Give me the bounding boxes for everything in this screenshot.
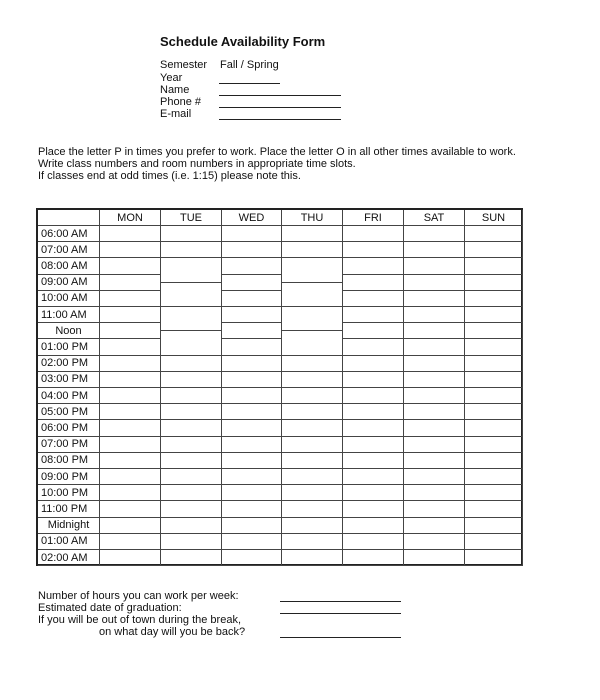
time-label: 10:00 AM: [38, 291, 100, 307]
slot-tue[interactable]: [161, 518, 222, 534]
time-label: 04:00 PM: [38, 388, 100, 404]
slot-fri[interactable]: [343, 307, 404, 323]
slot-sat[interactable]: [404, 372, 465, 388]
slot-thu[interactable]: [282, 469, 343, 485]
slot-tue[interactable]: [161, 534, 222, 550]
slot-mon[interactable]: [100, 339, 161, 355]
slot-sat[interactable]: [404, 307, 465, 323]
day-header-fri: FRI: [343, 210, 404, 226]
slot-sun[interactable]: [465, 307, 523, 323]
slot-tue[interactable]: [161, 283, 222, 307]
day-header-tue: TUE: [161, 210, 222, 226]
slot-sat[interactable]: [404, 404, 465, 420]
slot-sat[interactable]: [404, 453, 465, 469]
slot-wed[interactable]: [222, 356, 282, 372]
slot-thu[interactable]: [282, 534, 343, 550]
slot-sat[interactable]: [404, 388, 465, 404]
slot-fri[interactable]: [343, 485, 404, 501]
break-label-2: on what day will you be back?: [99, 626, 246, 638]
slot-mon[interactable]: [100, 323, 161, 339]
slot-sun[interactable]: [465, 226, 523, 242]
day-header-sun: SUN: [465, 210, 523, 226]
slot-fri[interactable]: [343, 226, 404, 242]
slot-thu[interactable]: [282, 453, 343, 469]
slot-sat[interactable]: [404, 258, 465, 274]
slot-tue[interactable]: [161, 550, 222, 566]
slot-sun[interactable]: [465, 339, 523, 355]
slot-mon[interactable]: [100, 485, 161, 501]
slot-fri[interactable]: [343, 420, 404, 436]
hours-field[interactable]: [280, 601, 401, 602]
slot-sat[interactable]: [404, 518, 465, 534]
slot-thu[interactable]: [282, 372, 343, 388]
slot-mon[interactable]: [100, 469, 161, 485]
slot-wed[interactable]: [222, 550, 282, 566]
slot-tue[interactable]: [161, 485, 222, 501]
slot-thu[interactable]: [282, 331, 343, 355]
slot-wed[interactable]: [222, 307, 282, 323]
slot-mon[interactable]: [100, 291, 161, 307]
slot-tue[interactable]: [161, 437, 222, 453]
time-label: 02:00 AM: [38, 550, 100, 566]
slot-sun[interactable]: [465, 323, 523, 339]
email-label: E-mail: [160, 108, 192, 120]
return-day-field[interactable]: [280, 637, 401, 638]
slot-thu[interactable]: [282, 283, 343, 307]
time-label: 08:00 PM: [38, 453, 100, 469]
day-header-mon: MON: [100, 210, 161, 226]
slot-mon[interactable]: [100, 404, 161, 420]
slot-mon[interactable]: [100, 518, 161, 534]
time-label: Midnight: [38, 518, 100, 534]
time-label: 06:00 PM: [38, 420, 100, 436]
slot-thu[interactable]: [282, 420, 343, 436]
slot-fri[interactable]: [343, 534, 404, 550]
slot-wed[interactable]: [222, 388, 282, 404]
slot-sun[interactable]: [465, 534, 523, 550]
slot-fri[interactable]: [343, 404, 404, 420]
slot-mon[interactable]: [100, 501, 161, 517]
email-field[interactable]: [219, 119, 341, 120]
slot-fri[interactable]: [343, 550, 404, 566]
name-label: Name: [160, 84, 190, 96]
year-field[interactable]: [219, 83, 280, 84]
slot-mon[interactable]: [100, 534, 161, 550]
slot-tue[interactable]: [161, 420, 222, 436]
slot-thu[interactable]: [282, 356, 343, 372]
slot-fri[interactable]: [343, 388, 404, 404]
time-label: 05:00 PM: [38, 404, 100, 420]
slot-sun[interactable]: [465, 485, 523, 501]
slot-wed[interactable]: [222, 404, 282, 420]
phone-label: Phone #: [160, 96, 201, 108]
slot-wed[interactable]: [222, 242, 282, 258]
slot-sat[interactable]: [404, 485, 465, 501]
slot-tue[interactable]: [161, 307, 222, 331]
slot-mon[interactable]: [100, 420, 161, 436]
slot-wed[interactable]: [222, 534, 282, 550]
slot-mon[interactable]: [100, 372, 161, 388]
slot-thu[interactable]: [282, 404, 343, 420]
slot-mon[interactable]: [100, 453, 161, 469]
slot-wed[interactable]: [222, 339, 282, 355]
slot-sun[interactable]: [465, 550, 523, 566]
slot-sat[interactable]: [404, 501, 465, 517]
slot-tue[interactable]: [161, 469, 222, 485]
slot-thu[interactable]: [282, 550, 343, 566]
slot-fri[interactable]: [343, 469, 404, 485]
slot-wed[interactable]: [222, 485, 282, 501]
slot-sun[interactable]: [465, 275, 523, 291]
time-label: 03:00 PM: [38, 372, 100, 388]
slot-wed[interactable]: [222, 420, 282, 436]
time-label: 11:00 PM: [38, 501, 100, 517]
slot-wed[interactable]: [222, 226, 282, 242]
slot-sun[interactable]: [465, 501, 523, 517]
slot-tue[interactable]: [161, 388, 222, 404]
slot-sun[interactable]: [465, 372, 523, 388]
time-label: 08:00 AM: [38, 258, 100, 274]
slot-sat[interactable]: [404, 242, 465, 258]
slot-mon[interactable]: [100, 550, 161, 566]
slot-mon[interactable]: [100, 242, 161, 258]
slot-mon[interactable]: [100, 437, 161, 453]
slot-sun[interactable]: [465, 437, 523, 453]
slot-sat[interactable]: [404, 226, 465, 242]
slot-sat[interactable]: [404, 291, 465, 307]
day-header-thu: THU: [282, 210, 343, 226]
slot-wed[interactable]: [222, 291, 282, 307]
slot-tue[interactable]: [161, 331, 222, 355]
slot-wed[interactable]: [222, 275, 282, 291]
slot-fri[interactable]: [343, 372, 404, 388]
slot-sat[interactable]: [404, 339, 465, 355]
slot-fri[interactable]: [343, 437, 404, 453]
slot-wed[interactable]: [222, 453, 282, 469]
slot-sat[interactable]: [404, 534, 465, 550]
slot-sun[interactable]: [465, 469, 523, 485]
slot-sun[interactable]: [465, 420, 523, 436]
slot-sun[interactable]: [465, 388, 523, 404]
hours-label: Number of hours you can work per week:: [38, 590, 239, 602]
phone-field[interactable]: [219, 107, 341, 108]
instruction-line: If classes end at odd times (i.e. 1:15) please note this.: [38, 170, 301, 182]
day-header-sat: SAT: [404, 210, 465, 226]
time-label: 10:00 PM: [38, 485, 100, 501]
slot-tue[interactable]: [161, 356, 222, 372]
slot-fri[interactable]: [343, 356, 404, 372]
slot-mon[interactable]: [100, 275, 161, 291]
slot-sun[interactable]: [465, 242, 523, 258]
slot-thu[interactable]: [282, 388, 343, 404]
semester-options[interactable]: Fall / Spring: [220, 59, 279, 71]
slot-sun[interactable]: [465, 404, 523, 420]
slot-thu[interactable]: [282, 242, 343, 258]
slot-thu[interactable]: [282, 518, 343, 534]
slot-sun[interactable]: [465, 453, 523, 469]
time-label: 09:00 PM: [38, 469, 100, 485]
time-label: 01:00 AM: [38, 534, 100, 550]
slot-mon[interactable]: [100, 356, 161, 372]
slot-thu[interactable]: [282, 437, 343, 453]
slot-fri[interactable]: [343, 518, 404, 534]
instruction-line: Write class numbers and room numbers in appropriate time slots.: [38, 158, 356, 170]
time-label: 01:00 PM: [38, 339, 100, 355]
slot-wed[interactable]: [222, 518, 282, 534]
slot-mon[interactable]: [100, 388, 161, 404]
slot-sat[interactable]: [404, 469, 465, 485]
slot-sun[interactable]: [465, 518, 523, 534]
slot-thu[interactable]: [282, 307, 343, 331]
slot-tue[interactable]: [161, 501, 222, 517]
break-label: If you will be out of town during the break,: [38, 614, 242, 626]
time-label: 11:00 AM: [38, 307, 100, 323]
slot-wed[interactable]: [222, 437, 282, 453]
slot-sat[interactable]: [404, 356, 465, 372]
slot-fri[interactable]: [343, 453, 404, 469]
slot-fri[interactable]: [343, 275, 404, 291]
slot-fri[interactable]: [343, 258, 404, 274]
slot-fri[interactable]: [343, 501, 404, 517]
slot-fri[interactable]: [343, 291, 404, 307]
time-label: 02:00 PM: [38, 356, 100, 372]
form-title: Schedule Availability Form: [160, 34, 326, 49]
time-label: Noon: [38, 323, 100, 339]
slot-sun[interactable]: [465, 258, 523, 274]
slot-thu[interactable]: [282, 258, 343, 282]
graduation-label: Estimated date of graduation:: [38, 602, 182, 614]
schedule-grid: [36, 208, 523, 566]
day-header-wed: WED: [222, 210, 282, 226]
slot-wed[interactable]: [222, 258, 282, 274]
slot-wed[interactable]: [222, 469, 282, 485]
slot-wed[interactable]: [222, 372, 282, 388]
slot-thu[interactable]: [282, 485, 343, 501]
year-label: Year: [160, 72, 183, 84]
graduation-field[interactable]: [280, 613, 401, 614]
slot-sat[interactable]: [404, 420, 465, 436]
time-label: 07:00 PM: [38, 437, 100, 453]
slot-sat[interactable]: [404, 550, 465, 566]
slot-tue[interactable]: [161, 372, 222, 388]
time-label: 07:00 AM: [38, 242, 100, 258]
slot-wed[interactable]: [222, 323, 282, 339]
slot-sun[interactable]: [465, 291, 523, 307]
semester-label: Semester: [160, 59, 208, 71]
time-label: 06:00 AM: [38, 226, 100, 242]
header-corner: [38, 210, 100, 226]
slot-mon[interactable]: [100, 258, 161, 274]
time-label: 09:00 AM: [38, 275, 100, 291]
slot-sun[interactable]: [465, 356, 523, 372]
slot-thu[interactable]: [282, 226, 343, 242]
slot-tue[interactable]: [161, 404, 222, 420]
instruction-line: Place the letter P in times you prefer to work. Place the letter O in all other times available to work.: [38, 146, 516, 158]
slot-sat[interactable]: [404, 323, 465, 339]
name-field[interactable]: [219, 95, 341, 96]
slot-sat[interactable]: [404, 437, 465, 453]
slot-tue[interactable]: [161, 242, 222, 258]
slot-mon[interactable]: [100, 226, 161, 242]
slot-fri[interactable]: [343, 323, 404, 339]
slot-tue[interactable]: [161, 453, 222, 469]
slot-tue[interactable]: [161, 258, 222, 282]
slot-wed[interactable]: [222, 501, 282, 517]
slot-fri[interactable]: [343, 339, 404, 355]
slot-mon[interactable]: [100, 307, 161, 323]
slot-tue[interactable]: [161, 226, 222, 242]
slot-sat[interactable]: [404, 275, 465, 291]
slot-fri[interactable]: [343, 242, 404, 258]
slot-thu[interactable]: [282, 501, 343, 517]
